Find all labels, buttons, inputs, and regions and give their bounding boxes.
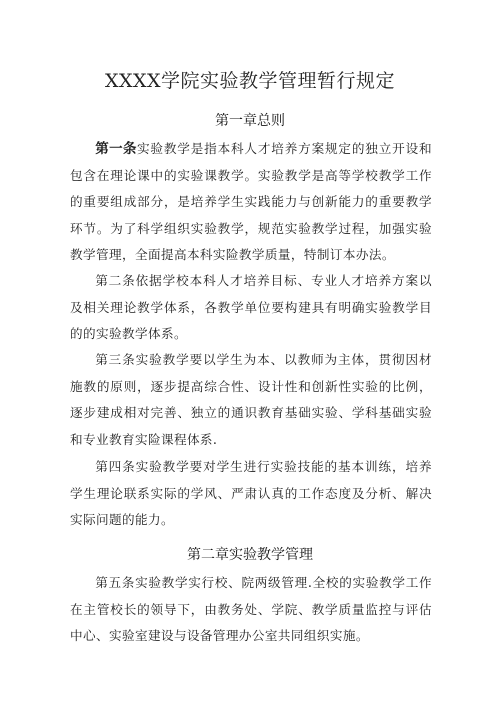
article-1-lead: 第一条: [95, 141, 137, 157]
article-4-paragraph: 第四条实验教学要对学生进行实验技能的基本训练，培养学生理论联系实际的学风、严肃认真的工作态度及分析、解决实际问题的能力。: [70, 459, 432, 527]
chapter-1-heading: 第一章总则: [215, 113, 285, 129]
article-2-paragraph: 第二条依据学校本科人才培养目标、专业人才培养方案以及相关理论教学体系，各教学单位要构建具有明确实验教学目的的实验教学体系。: [70, 273, 432, 341]
article-5-paragraph: 第五条实验教学实行校、院两级管理.全校的实验教学工作在主管校长的领导下，由教务处、学院、教学质量监控与评估中心、实验室建设与设备管理办公室共同组织实施。: [70, 575, 432, 643]
article-3-paragraph: 第三条实验教学要以学生为本、以教师为主体，贯彻因材施教的原则，逐步提高综合性、设计性和创新性实验的比例，逐步建成相对完善、独立的通识教育基础实验、学科基础实验和专业教育实险课程体系.: [70, 352, 432, 447]
document-title: XXXX学院实验教学管理暂行规定: [104, 70, 396, 92]
article-1-text: 实验教学是指本科人才培养方案规定的独立开设和包含在理论课中的实验课教学。实验教学是高等学校教学工作的重要组成部分，是培养学生实践能力与创新能力的重要教学环节。为了科学组织实验教学，规范实验教学过程，加强实验教学管理，全面提高本科实险教学质量，特制订本办法。: [70, 141, 432, 262]
chapter-2-heading: 第二章实验教学管理: [187, 547, 313, 563]
article-1-paragraph: [70, 136, 432, 269]
